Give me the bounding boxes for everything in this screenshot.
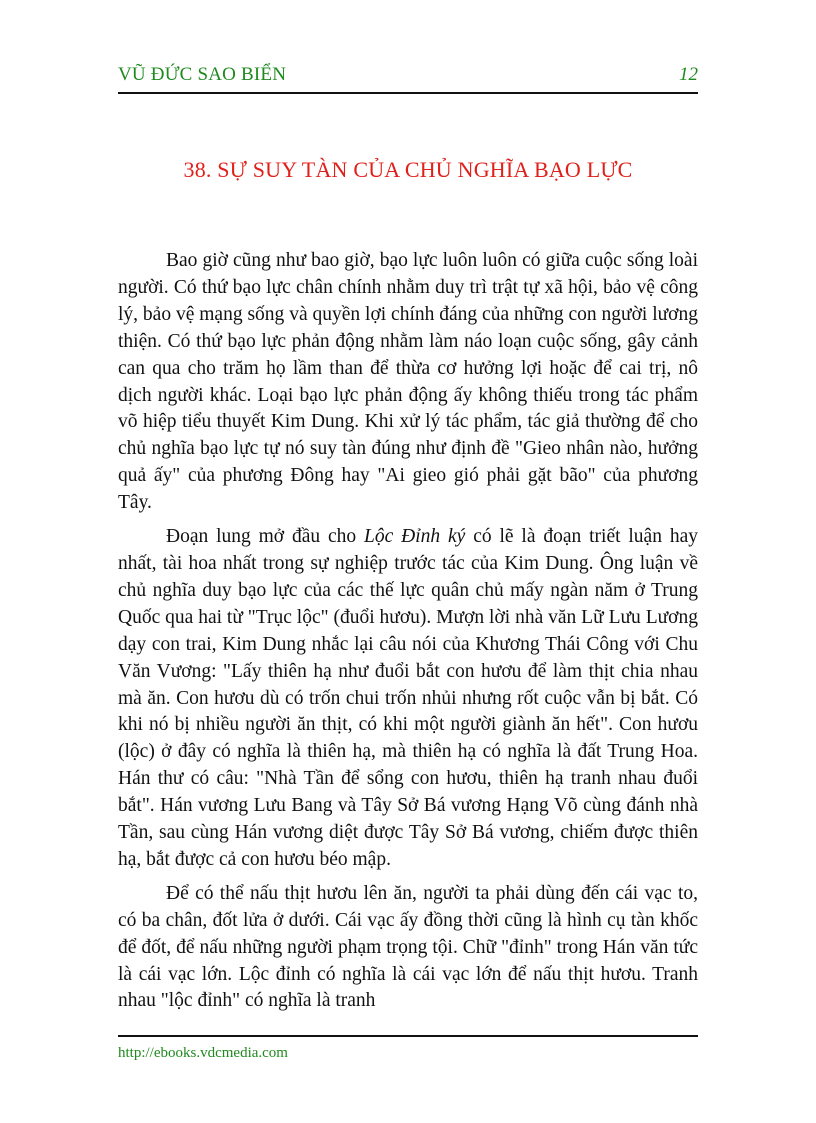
paragraph-3: Để có thể nấu thịt hươu lên ăn, người ta phải dùng đến cái vạc to, có ba chân, đốt lửa ở dưới. Cái vạc ấy đồng thời cũng là hình cụ tàn khốc để đốt, để nấu những người phạm trọng tội. Chữ "đỉnh" trong Hán văn tức là cái vạc lớn. Lộc đỉnh có nghĩa là cái vạc lớn để nấu thịt hươu. Tranh nhau "lộc đỉnh" có nghĩa là tranh [118, 882, 698, 1012]
book-title: VŨ ĐỨC SAO BIỂN [118, 64, 287, 85]
page-footer [118, 1035, 698, 1061]
paragraph-2-text-start: Đoạn lung mở đầu cho [166, 526, 365, 548]
footer-url[interactable]: http://ebooks.vdcmedia.com [118, 1045, 288, 1061]
paragraph-1: Bao giờ cũng như bao giờ, bạo lực luôn luôn có giữa cuộc sống loài người. Có thứ bạo lực chân chính nhằm duy trì trật tự xã hội, bảo vệ công lý, bảo vệ mạng sống và quyền lợi chính đáng của những con người lương thiện. Có thứ bạo lực phản động nhằm làm náo loạn cuộc sống, gây cảnh can qua cho trăm họ lầm than để thừa cơ hưởng lợi hoặc để cai trị, nô dịch người khác. Loại bạo lực phản động ấy không thiếu trong tác phẩm võ hiệp tiểu thuyết Kim Dung. Khi xử lý tác phẩm, tác giả thường để cho chủ nghĩa bạo lực tự nó suy tàn đúng như định đề "Gieo nhân nào, hưởng quả ấy" của phương Đông hay "Ai gieo gió phải gặt bão" của phương Tây. [118, 250, 698, 514]
page-number: 12 [679, 64, 698, 85]
paragraph-2-text-end: có lẽ là đoạn triết luận hay nhất, tài hoa nhất trong sự nghiệp trước tác của Kim Dung. Ông luận về chủ nghĩa duy bạo lực của các thế lực quân chủ mấy ngàn năm ở Trung Quốc qua hai từ "Trục lộc" (đuổi hươu). Mượn lời nhà văn Lữ Lưu Lương dạy con trai, Kim Dung nhắc lại câu nói của Khương Thái Công với Chu Văn Vương: "Lấy thiên hạ như đuổi bắt con hươu để làm thịt chia nhau mà ăn. Con hươu dù có trốn chui trốn nhủi nhưng rốt cuộc vẫn bị bắt. Có khi nó bị nhiều người ăn thịt, có khi một người giành ăn hết". Con hươu (lộc) ở đây có nghĩa là thiên hạ, mà thiên hạ có nghĩa là đất Trung Hoa. Hán thư có câu: "Nhà Tần để sổng con hươu, thiên hạ tranh nhau đuổi bắt". Hán vương Lưu Bang và Tây Sở Bá vương Hạng Võ cùng đánh nhà Tần, sau cùng Hán vương diệt được Tây Sở Bá vương, chiếm được thiên hạ, bắt được cả con hươu béo mập. [118, 526, 698, 870]
body-text [118, 248, 698, 1022]
chapter-title: 38. SỰ SUY TÀN CỦA CHỦ NGHĨA BẠO LỰC [183, 157, 633, 182]
page-header [118, 56, 698, 94]
book-title-italic: Lộc Đỉnh ký [364, 526, 466, 548]
paragraph-2 [118, 524, 698, 874]
